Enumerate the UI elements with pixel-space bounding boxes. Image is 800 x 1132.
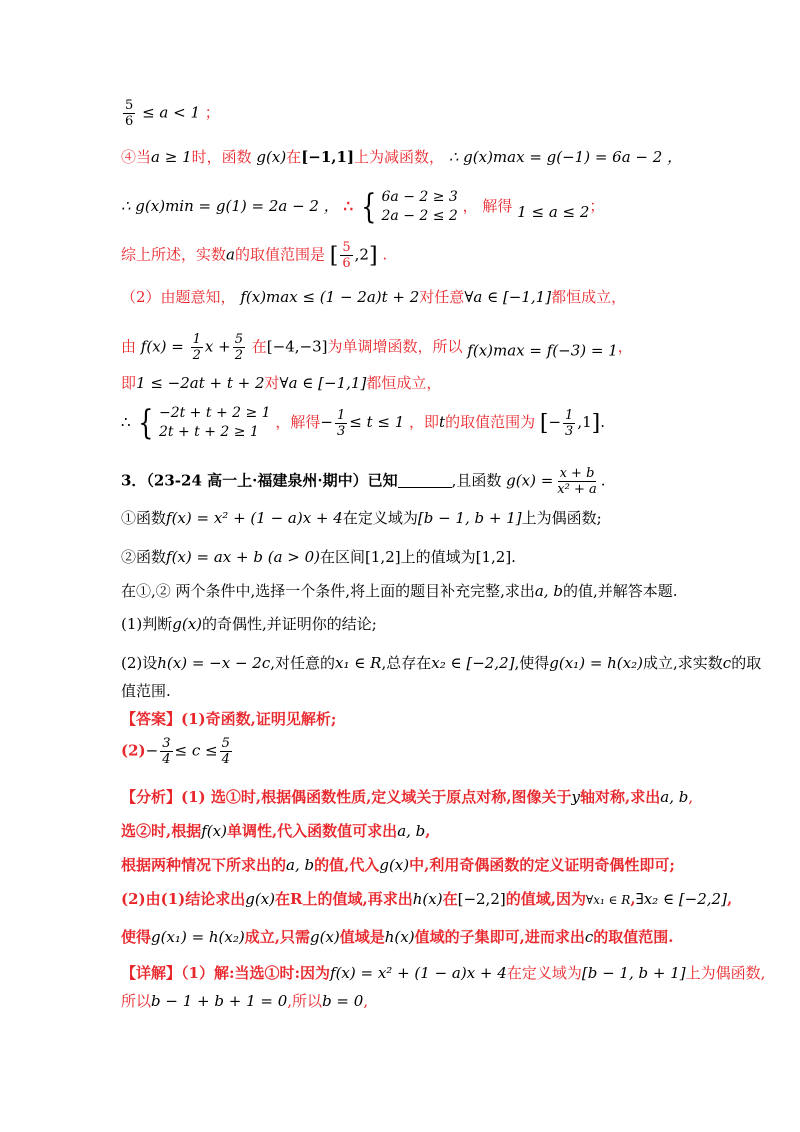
fraction-5-6: $\frac{5}{6}$ [125, 98, 134, 129]
line-3: ∴ g(x)min = g(1) = 2a − 2 ， ∴ { 6a − 2 ≥ 3 2a − 2 ≤ 2 ， 解得 1 ≤ a ≤ 2； [121, 187, 605, 227]
analysis-3: 根据两种情况下所求出的a, b的值,代入g(x)中,利用奇偶函数的定义证明奇偶性即可; [121, 856, 675, 874]
line-instruction: 在①,② 两个条件中,选择一个条件,将上面的题目补充完整,求出a, b的值,并解答本题. [121, 582, 678, 600]
line-2: ④当a ≥ 1时，函数 g(x)在[−1,1]上为减函数， ∴ g(x)max = g(−1) = 6a − 2 ， [121, 148, 683, 166]
line-8: ∴ { −2t + t + 2 ≥ 1 2t + t + 2 ≥ 1 ，解得− $\frac{1}{3}$ ≤ t ≤ 1 ，即t的取值范围为 [− $\frac{1}{3}$ ,1]. [121, 403, 606, 443]
answer-2: (2)− $\frac{3}{4}$ ≤ c ≤ $\frac{5}{4}$ [121, 736, 230, 767]
line-7: 即1 ≤ −2at + t + 2对∀a ∈ [−1,1]都恒成立， [121, 374, 442, 392]
line-4: 综上所述，实数a的取值范围是 [ $\frac{5}{6}$ ,2] . [121, 240, 388, 271]
line-condition-1: ①函数f(x) = x² + (1 − a)x + 4在定义域为[b − 1, b + 1]上为偶函数; [121, 509, 602, 527]
line-1: $\frac{5}{6}$ ≤ a < 1 ； [125, 98, 220, 129]
question-1: (1)判断g(x)的奇偶性,并证明你的结论; [121, 615, 377, 633]
analysis-5: 使得g(x₁) = h(x₂)成立,只需g(x)值域是h(x)值域的子集即可,进而求出c的取值范围. [121, 928, 674, 946]
line-6: 由 f(x) = $\frac{1}{2}$ x + $\frac{5}{2}$ 在[−4,−3]为单调增函数，所以 f(x)max = f(−3) = 1， [121, 332, 633, 363]
fill-blank [398, 473, 452, 488]
line-condition-2: ②函数f(x) = ax + b (a > 0)在区间[1,2]上的值域为[1,2]. [121, 548, 516, 566]
detail-2: 所以b − 1 + b + 1 = 0,所以b = 0, [121, 992, 369, 1010]
detail-1: 【详解】（1）解:当选①时:因为f(x) = x² + (1 − a)x + 4在定义域为[b − 1, b + 1]上为偶函数, [121, 964, 766, 982]
question-2: (2)设h(x) = −x − 2c,对任意的x₁ ∈ R,总存在x₂ ∈ [−2,2],使得g(x₁) = h(x₂)成立,求实数c的取 [121, 654, 762, 672]
analysis-4: (2)由(1)结论求出g(x)在R上的值域,再求出h(x)在[−2,2]的值域,因为∀x₁ ∈ R,∃x₂ ∈ [−2,2], [121, 890, 733, 908]
equation-system-2: { −2t + t + 2 ≥ 1 2t + t + 2 ≥ 1 [138, 403, 271, 443]
equation-system-1: { 6a − 2 ≥ 3 2a − 2 ≤ 2 [361, 187, 458, 227]
answer-label: 【答案】(1)奇函数,证明见解析; [121, 710, 337, 728]
analysis-1: 【分析】(1) 选①时,根据偶函数性质,定义域关于原点对称,图像关于y轴对称,求出a, b, [121, 788, 694, 806]
problem-3-header: 3．（23-24 高一上·福建泉州·期中）已知 ,且函数 g(x) = $\frac{x + b}{\text{x² + a}}$ . [121, 466, 606, 497]
line-5: （2）由题意知， f(x)max ≤ (1 − 2a)t + 2对任意∀a ∈ [−1,1]都恒成立， [121, 288, 627, 306]
analysis-2: 选②时,根据f(x)单调性,代入函数值可求出a, b, [121, 822, 431, 840]
question-2-cont: 值范围. [121, 682, 171, 700]
fraction-5-6b: $\frac{5}{6}$ [342, 240, 351, 271]
